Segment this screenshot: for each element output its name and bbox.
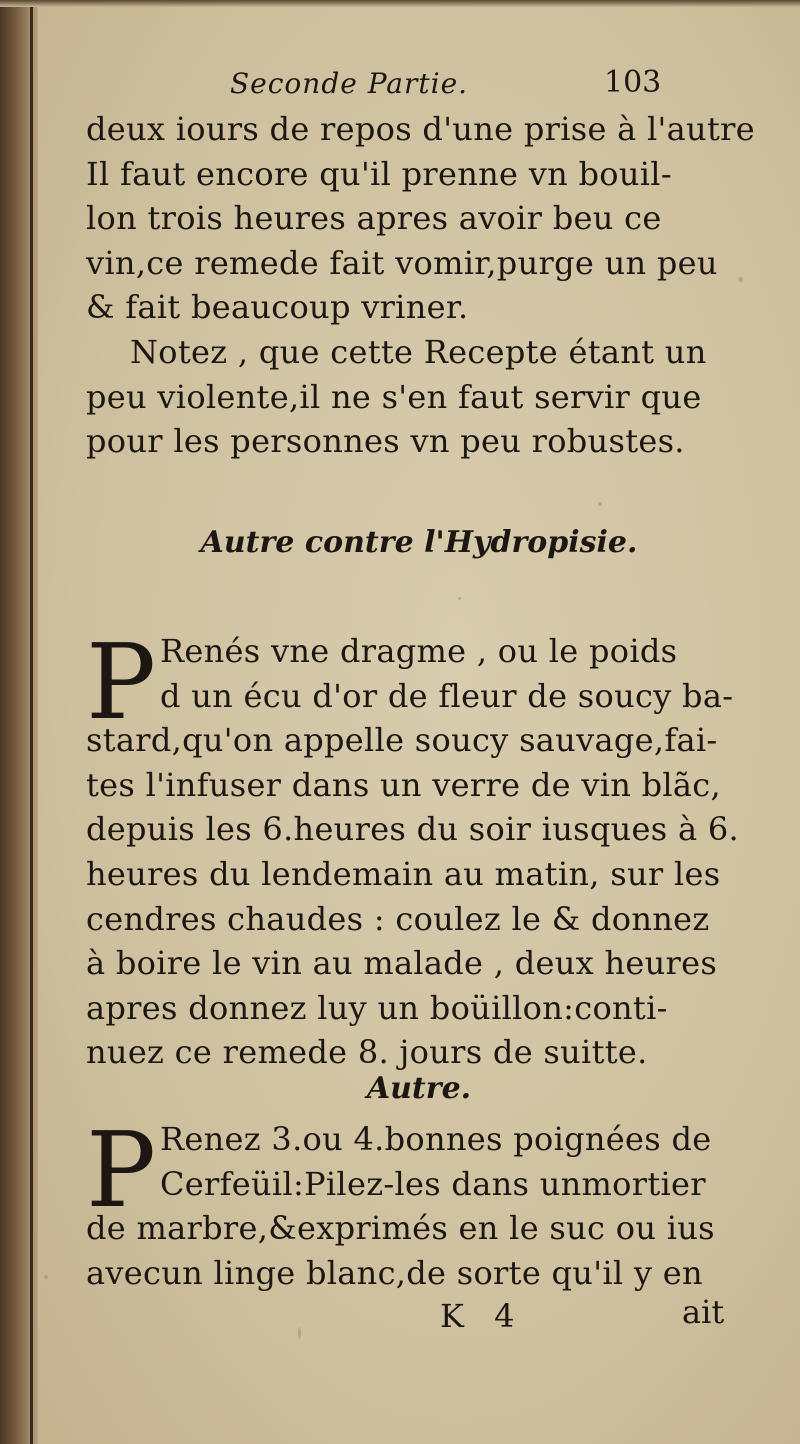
running-head: Seconde Partie. bbox=[230, 67, 469, 100]
page-top-edge bbox=[0, 0, 800, 7]
signature-mark: K 4 bbox=[440, 1297, 525, 1335]
text-line: à boire le vin au malade , deux heures bbox=[86, 944, 718, 983]
paper-speck bbox=[458, 597, 461, 600]
page-footer bbox=[38, 1293, 800, 1347]
paragraph-2 bbox=[86, 330, 726, 464]
text-line: Renés vne dragme , ou le poids bbox=[160, 632, 678, 670]
text-line: vin,ce remede fait vomir,purge un peu bbox=[86, 243, 718, 282]
binding-edge bbox=[30, 0, 33, 1444]
text-line: lon trois heures apres avoir beu ce bbox=[86, 199, 662, 238]
recipe-paragraph-2 bbox=[86, 1109, 726, 1295]
page-number: 103 bbox=[604, 65, 662, 100]
page-header bbox=[38, 67, 800, 107]
text-line: cendres chaudes : coulez le & donnez bbox=[86, 899, 710, 938]
book-page bbox=[38, 7, 800, 1444]
drop-cap: P bbox=[86, 621, 156, 743]
recipe-paragraph-1 bbox=[86, 621, 739, 1075]
text-line: deux iours de repos d'une prise à l'autre bbox=[86, 110, 755, 148]
text-line: heures du lendemain au matin, sur les bbox=[86, 854, 721, 893]
text-line: avecun linge blanc,de sorte qu'il y en bbox=[86, 1253, 703, 1292]
text-line: pour les personnes vn peu robustes. bbox=[86, 422, 685, 461]
text-line: stard,qu'on appelle soucy sauvage,fai- bbox=[86, 721, 718, 760]
paper-speck bbox=[44, 1275, 48, 1279]
drop-cap: P bbox=[86, 1109, 156, 1231]
section-heading: Autre contre l'Hydropisie. bbox=[200, 525, 638, 560]
text-line: Notez , que cette Recepte étant un bbox=[130, 333, 707, 371]
paper-speck bbox=[598, 502, 602, 506]
paper-speck bbox=[298, 1327, 301, 1339]
text-line: de marbre,&exprimés en le suc ou ius bbox=[86, 1209, 715, 1248]
text-line: depuis les 6.heures du soir iusques à 6. bbox=[86, 810, 739, 849]
paragraph-1 bbox=[86, 107, 755, 330]
text-line: tes l'infuser dans un verre de vin blãc, bbox=[86, 765, 721, 804]
text-line: peu violente,il ne s'en faut servir que bbox=[86, 377, 702, 416]
text-line: nuez ce remede 8. jours de suitte. bbox=[86, 1033, 648, 1072]
text-line: Cerfeüil:Pilez-les dans unmortier bbox=[160, 1164, 706, 1203]
section-heading: Autre. bbox=[366, 1071, 472, 1106]
text-line: d un écu d'or de fleur de soucy ba- bbox=[160, 676, 734, 715]
text-line: apres donnez luy un boüillon:conti- bbox=[86, 988, 668, 1027]
text-line: Renez 3.ou 4.bonnes poignées de bbox=[160, 1120, 712, 1158]
paper-speck bbox=[738, 277, 743, 282]
text-line: & fait beaucoup vriner. bbox=[86, 288, 469, 327]
catchword: ait bbox=[682, 1293, 725, 1331]
text-line: Il faut encore qu'il prenne vn bouil- bbox=[86, 154, 672, 193]
